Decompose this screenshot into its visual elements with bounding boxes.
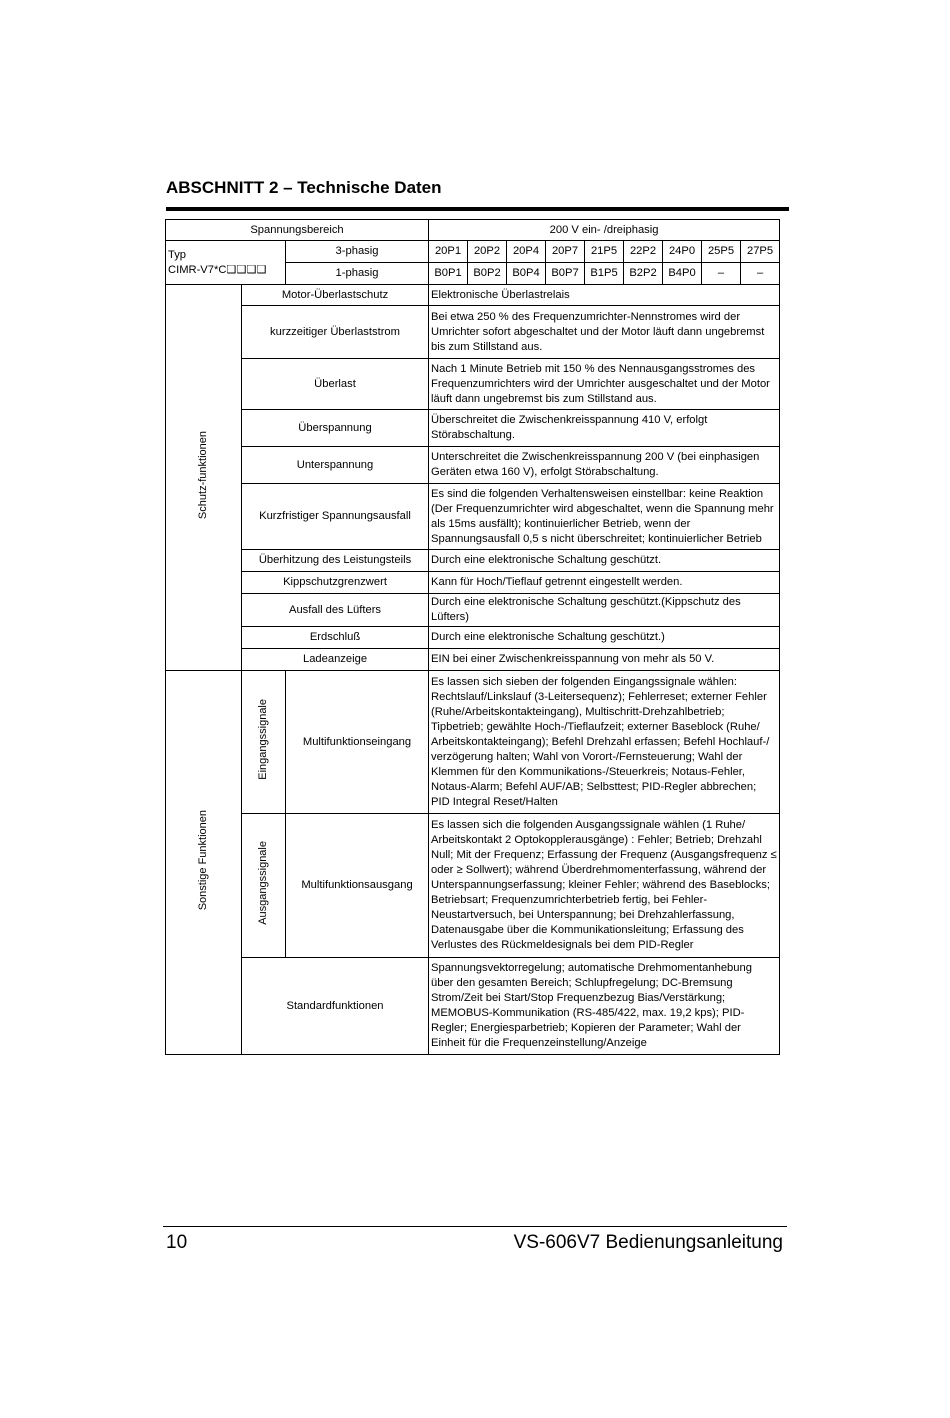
- model-cell: B1P5: [585, 263, 624, 285]
- typ-cell: [166, 241, 286, 285]
- typ-model: CIMR-V7*C❑❑❑❑: [168, 263, 267, 276]
- model-cell: B0P1: [429, 263, 468, 285]
- row-label: kurzzeitiger Überlaststrom: [242, 306, 429, 359]
- table-row: [166, 958, 780, 1055]
- model-cell: B4P0: [663, 263, 702, 285]
- model-cell: 20P2: [468, 241, 507, 263]
- table-row: [166, 814, 780, 958]
- table-row: [166, 671, 780, 814]
- model-cell: B0P2: [468, 263, 507, 285]
- table-row: [166, 410, 780, 447]
- footer-divider: [163, 1226, 787, 1227]
- row-value: Durch eine elektronische Schaltung geschützt.): [429, 627, 780, 649]
- row-label: Kippschutzgrenzwert: [242, 572, 429, 594]
- multi-ausgang-value: Es lassen sich die folgenden Ausgangssignale wählen (1 Ruhe/ Arbeitskontakt 2 Optokopplerausgänge) : Fehler; Betrieb; Drehzahl Null; Mit der Frequenz; Erfassung der Frequenz (Ausgangsfrequenz ≤ oder ≥ Sollwert); während Überdrehmomenterfassung, während der Unterspannungserfassung; kleiner Fehler; während des Baseblocks; Betriebsart; Frequenzumrichterbetrieb fertig, bei Fehler-Neustartversuch, bei Unterspannung; bei Drehzahlerfassung, Datenausgabe über die Kommunikationsleitung; Erfassung des Verlustes des Rückmeldesignals bei dem PID-Regler: [429, 814, 780, 958]
- model-cell: 27P5: [741, 241, 780, 263]
- model-cell: 25P5: [702, 241, 741, 263]
- multi-ausgang-label: Multifunktionsausgang: [286, 814, 429, 958]
- title-divider: [166, 207, 789, 211]
- row-value: Es sind die folgenden Verhaltensweisen einstellbar: keine Reaktion (Der Frequenzumrichter wird abgeschaltet, wenn die Spannung mehr als 15ms ausfällt); kontinuierlicher Betrieb, wenn der Spannungsausfall 0,5 s nicht überschreitet; kontinuierlicher Betrieb: [429, 484, 780, 550]
- row-value: Kann für Hoch/Tieflauf getrennt eingestellt werden.: [429, 572, 780, 594]
- row-1phasig-label: 1-phasig: [286, 263, 429, 285]
- section-title: ABSCHNITT 2 – Technische Daten: [166, 178, 442, 197]
- row-value: Durch eine elektronische Schaltung geschützt.: [429, 550, 780, 572]
- model-cell: 20P4: [507, 241, 546, 263]
- spannungsbereich-value: 200 V ein- /dreiphasig: [429, 220, 780, 241]
- table-row: [166, 550, 780, 572]
- table-row: [166, 484, 780, 550]
- schutz-group-label: Schutz-funktionen: [166, 285, 242, 671]
- table-row: [166, 447, 780, 484]
- standard-value: Spannungsvektorregelung; automatische Drehmomentanhebung über den gesamten Bereich; Schlupfregelung; DC-Bremsung Strom/Zeit bei Start/Stop Frequenzbezug Bias/Verstärkung; MEMOBUS-Kommunikation (RS-485/422, max. 19,2 kps); PID-Regler; Energiesparbetrieb; Kopieren der Parameter; Wahl der Einheit für die Frequenzeinstellung/Anzeige: [429, 958, 780, 1055]
- row-value: Überschreitet die Zwischenkreisspannung 410 V, erfolgt Störabschaltung.: [429, 410, 780, 447]
- row-value: Bei etwa 250 % des Frequenzumrichter-Nennstromes wird der Umrichter sofort abgeschaltet und der Motor läuft dann ungebremst bis zum Stillstand aus.: [429, 306, 780, 359]
- row-value: Durch eine elektronische Schaltung geschützt.(Kippschutz des Lüfters): [429, 594, 780, 627]
- row-value: Elektronische Überlastrelais: [429, 285, 780, 306]
- row-label: Kurzfristiger Spannungsausfall: [242, 484, 429, 550]
- document-name: VS-606V7 Bedienungsanleitung: [513, 1232, 783, 1253]
- row-label: Motor-Überlastschutz: [242, 285, 429, 306]
- table-row: [166, 285, 780, 306]
- row-label: Überlast: [242, 359, 429, 410]
- model-cell: –: [741, 263, 780, 285]
- row-label: Überspannung: [242, 410, 429, 447]
- standard-label: Standardfunktionen: [242, 958, 429, 1055]
- eingangssignale-label: Eingangssignale: [242, 671, 286, 814]
- table-row: [166, 241, 780, 263]
- row-label: Ausfall des Lüfters: [242, 594, 429, 627]
- row-label: Erdschluß: [242, 627, 429, 649]
- row-3phasig-label: 3-phasig: [286, 241, 429, 263]
- model-cell: 21P5: [585, 241, 624, 263]
- table-row: [166, 572, 780, 594]
- page-number: 10: [166, 1232, 188, 1253]
- multi-eingang-label: Multifunktionseingang: [286, 671, 429, 814]
- model-cell: B0P4: [507, 263, 546, 285]
- table-row: [166, 594, 780, 627]
- table-row: [166, 649, 780, 671]
- typ-label: Typ: [168, 248, 187, 261]
- table-row: [166, 306, 780, 359]
- table-row: [166, 627, 780, 649]
- sonstige-group-label: Sonstige Funktionen: [166, 671, 242, 1055]
- spannungsbereich-label: Spannungsbereich: [166, 220, 429, 241]
- model-cell: B0P7: [546, 263, 585, 285]
- model-cell: –: [702, 263, 741, 285]
- row-label: Überhitzung des Leistungsteils: [242, 550, 429, 572]
- ausgangssignale-label: Ausgangssignale: [242, 814, 286, 958]
- row-value: EIN bei einer Zwischenkreisspannung von mehr als 50 V.: [429, 649, 780, 671]
- model-cell: B2P2: [624, 263, 663, 285]
- row-value: Nach 1 Minute Betrieb mit 150 % des Nennausgangsstromes des Frequenzumrichters wird der Umrichter ausgeschaltet und der Motor läuft dann ungebremst bis zum Stillstand aus.: [429, 359, 780, 410]
- table-row: [166, 220, 780, 241]
- multi-eingang-value: Es lassen sich sieben der folgenden Eingangssignale wählen: Rechtslauf/Linkslauf (3-Leitersequenz); Fehlerreset; externer Fehler (Ruhe/Arbeitskontakteingang), Multischritt-Drehzahlbetrieb; Tipbetrieb; gewählte Hoch-/Tieflaufzeit; externer Baseblock (Ruhe/ Arbeitskontakteingang); Befehl Drehzahl erfassen; Befehl Hochlauf-/ verzögerung halten; Wahl von Vorort-/Fernsteuerung; Wahl der Klemmen für den Kommunikations-/Steuerkreis; Notaus-Fehler, Notaus-Alarm; Befehl AUF/AB; Selbsttest; PID-Regler abbrechen; PID Integral Reset/Halten: [429, 671, 780, 814]
- model-cell: 22P2: [624, 241, 663, 263]
- model-cell: 20P1: [429, 241, 468, 263]
- model-cell: 24P0: [663, 241, 702, 263]
- table-row: [166, 359, 780, 410]
- row-label: Unterspannung: [242, 447, 429, 484]
- spec-table: [165, 219, 780, 1055]
- row-value: Unterschreitet die Zwischenkreisspannung 200 V (bei einphasigen Geräten etwa 160 V), erfolgt Störabschaltung.: [429, 447, 780, 484]
- row-label: Ladeanzeige: [242, 649, 429, 671]
- model-cell: 20P7: [546, 241, 585, 263]
